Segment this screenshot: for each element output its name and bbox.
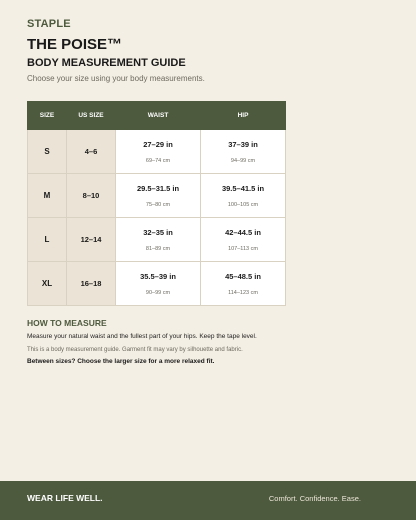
waist-centimeters: 90–99 cm <box>145 289 171 296</box>
waist-centimeters: 81–89 cm <box>145 245 171 252</box>
waist-centimeters: 69–74 cm <box>145 157 171 164</box>
between-sizes-tip: Between sizes? Choose the larger size for a more relaxed fit. <box>27 358 215 365</box>
size-cell: S <box>28 130 67 174</box>
how-to-measure-instruction: Measure your natural waist and the fullest part of your hips. Keep the tape level. <box>27 333 257 340</box>
size-cell: L <box>28 218 67 262</box>
brand-name: STAPLE <box>27 18 71 30</box>
table-row <box>28 174 286 218</box>
hip-cell <box>201 218 286 262</box>
footer-bar <box>0 481 416 520</box>
waist-centimeters: 75–80 cm <box>145 201 171 208</box>
hip-inches: 39.5–41.5 in <box>221 183 265 193</box>
us-size-cell: 16–18 <box>67 262 116 306</box>
waist-inches: 35.5–39 in <box>140 271 176 281</box>
footer-tagline: WEAR LIFE WELL. <box>27 493 103 503</box>
header-hip: HIP <box>201 102 286 130</box>
waist-inches: 27–29 in <box>143 139 173 149</box>
waist-cell <box>116 130 201 174</box>
hip-cell <box>201 262 286 306</box>
hip-cell <box>201 174 286 218</box>
hip-cell <box>201 130 286 174</box>
page-subtitle: BODY MEASUREMENT GUIDE <box>27 57 186 69</box>
us-size-cell: 12–14 <box>67 218 116 262</box>
waist-inches: 29.5–31.5 in <box>136 183 180 193</box>
us-size-cell: 4–6 <box>67 130 116 174</box>
header-size: SIZE <box>28 102 67 130</box>
hip-inches: 37–39 in <box>228 139 258 149</box>
how-to-measure-heading: HOW TO MEASURE <box>27 318 107 328</box>
header-us-size: US SIZE <box>67 102 116 130</box>
waist-cell <box>116 218 201 262</box>
table-row <box>28 218 286 262</box>
hip-centimeters: 94–99 cm <box>230 157 256 164</box>
hip-inches: 42–44.5 in <box>225 227 261 237</box>
hip-centimeters: 100–105 cm <box>227 201 259 208</box>
intro-text: Choose your size using your body measurements. <box>27 74 205 83</box>
waist-cell <box>116 262 201 306</box>
hip-centimeters: 107–113 cm <box>228 245 258 252</box>
us-size-cell: 8–10 <box>67 174 116 218</box>
page-title: THE POISE™ <box>27 36 123 53</box>
hip-centimeters: 114–123 cm <box>228 289 258 296</box>
size-cell: XL <box>28 262 67 306</box>
table-row <box>28 262 286 306</box>
waist-inches: 32–35 in <box>143 227 173 237</box>
size-table <box>27 101 286 306</box>
hip-inches: 45–48.5 in <box>225 271 261 281</box>
table-row <box>28 130 286 174</box>
size-cell: M <box>28 174 67 218</box>
header-waist: WAIST <box>116 102 201 130</box>
waist-cell <box>116 174 201 218</box>
table-header-row <box>28 102 286 130</box>
footer-slogan: Comfort. Confidence. Ease. <box>268 494 361 503</box>
fit-disclaimer: This is a body measurement guide. Garment fit may vary by silhouette and fabric. <box>27 347 243 353</box>
